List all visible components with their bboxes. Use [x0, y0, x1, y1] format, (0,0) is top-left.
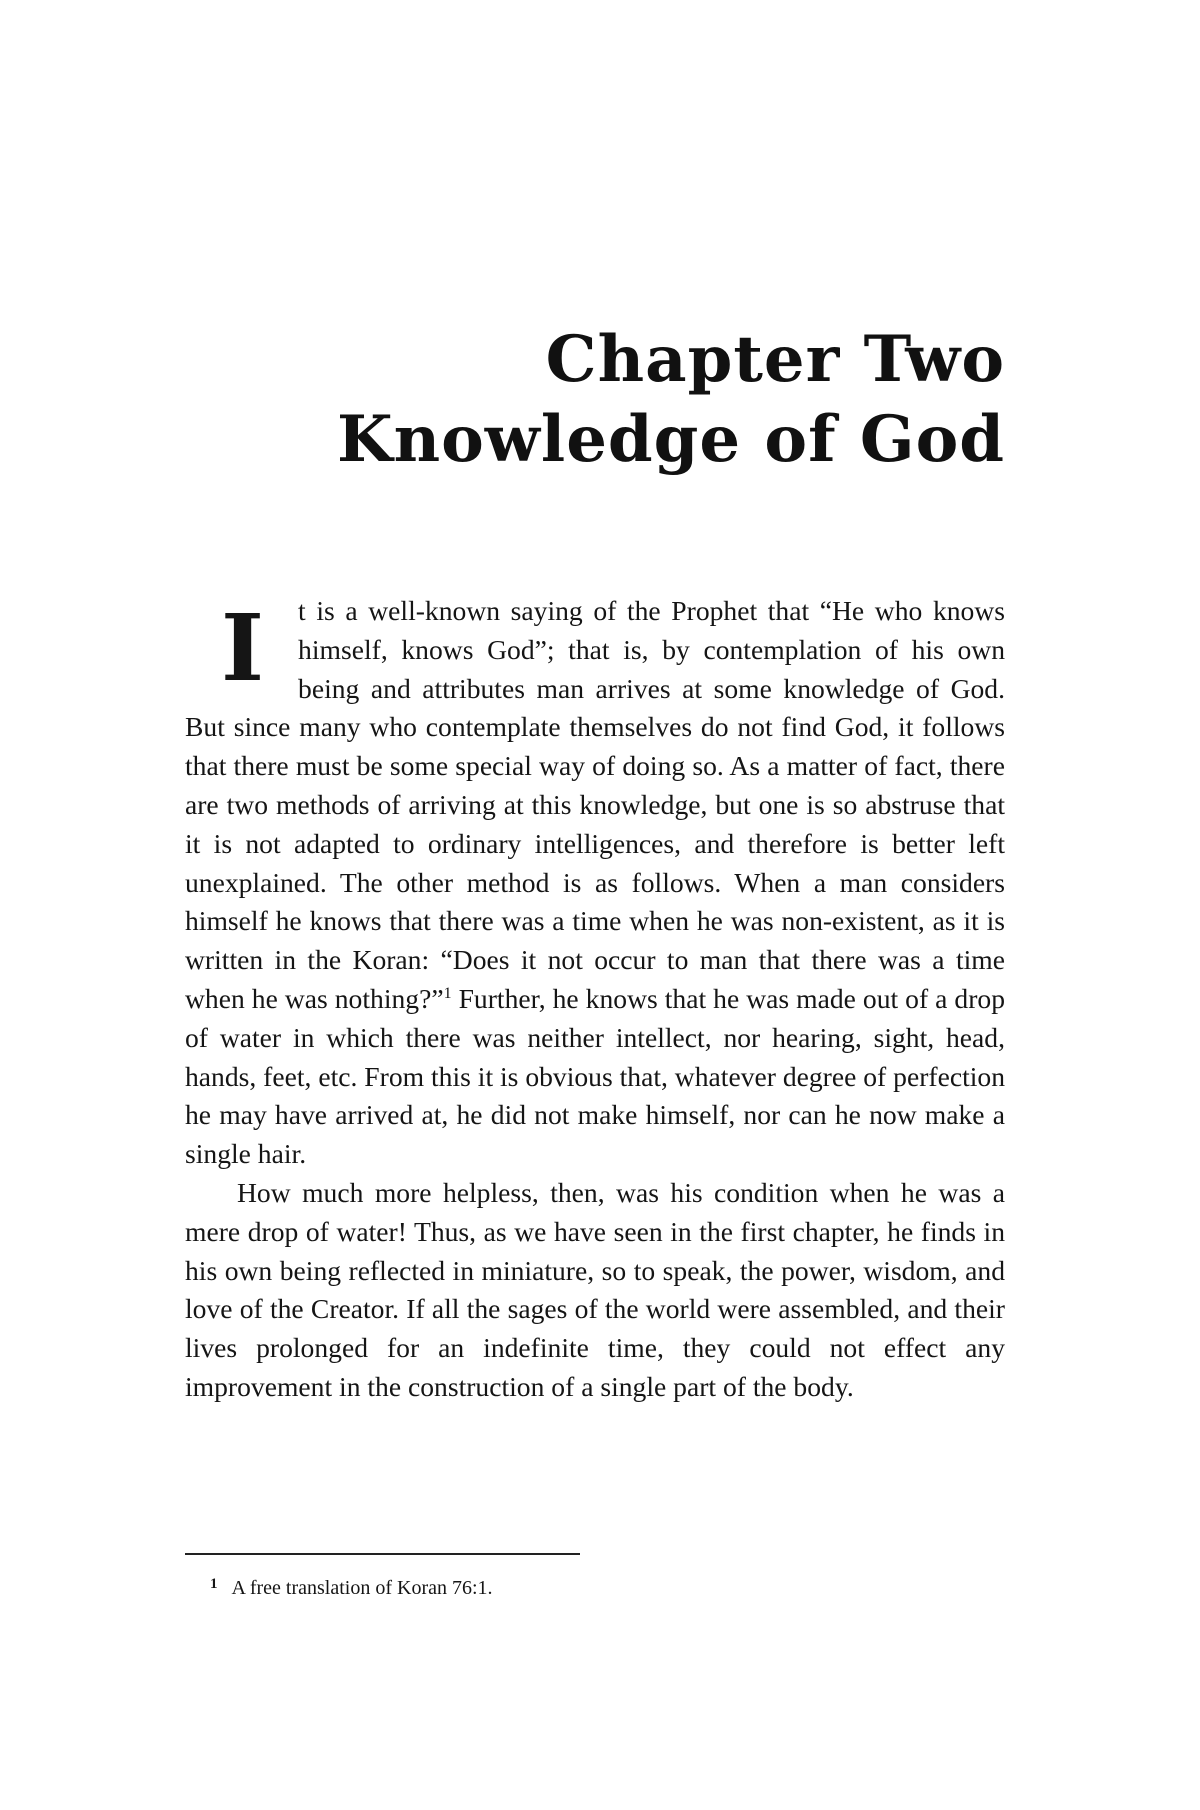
footnote [210, 1570, 493, 1602]
paragraph-1-text: t is a well-known saying of the Prophet that “He who knows himself, knows God”; that is, by contemplation of his own being and attributes man arrives at some knowledge of God. But since many who contemplate themselves do not find God, it follows that there must be some special way of doing so. As a matter of fact, there are two methods of arriving at this knowledge, but one is so abstruse that it is not adapted to ordinary intelligences, and therefore is better left unexplained. The other method is as follows. When a man considers himself he knows that there was a time when he was non-existent, as it is written in the Koran: “Does it not occur to man that there was a time when he was nothing?” [185, 595, 1005, 1014]
chapter-number: Chapter Two [545, 322, 1005, 397]
paragraph-1-continued: Further, he knows that he was made out of a drop of water in which there was neither intellect, nor hearing, sight, head, hands, feet, etc. From this it is obvious that, whatever degree of perfection he may have arrived at, he did not make himself, nor can he now make a single hair. [185, 982, 1006, 1170]
body-text [185, 592, 1005, 1407]
paragraph-1 [185, 592, 1005, 1174]
drop-cap: I [221, 594, 265, 702]
footnote-text: A free translation of Koran 76:1. [231, 1577, 493, 1599]
footnote-mark: 1 [210, 1576, 218, 1592]
footnote-divider [185, 1553, 580, 1555]
chapter-heading [337, 320, 1005, 480]
chapter-title: Knowledge of God [336, 402, 1005, 477]
footnote-reference: 1 [443, 984, 452, 1002]
paragraph-2: How much more helpless, then, was his condition when he was a mere drop of water! Thus, as we have seen in the first chapter, he finds in his own being reflected in miniature, so to speak, the power, wisdom, and love of the Creator. If all the sages of the world were assembled, and their lives prolonged for an indefinite time, they could not effect any improvement in the construction of a single part of the body. [185, 1176, 1005, 1402]
